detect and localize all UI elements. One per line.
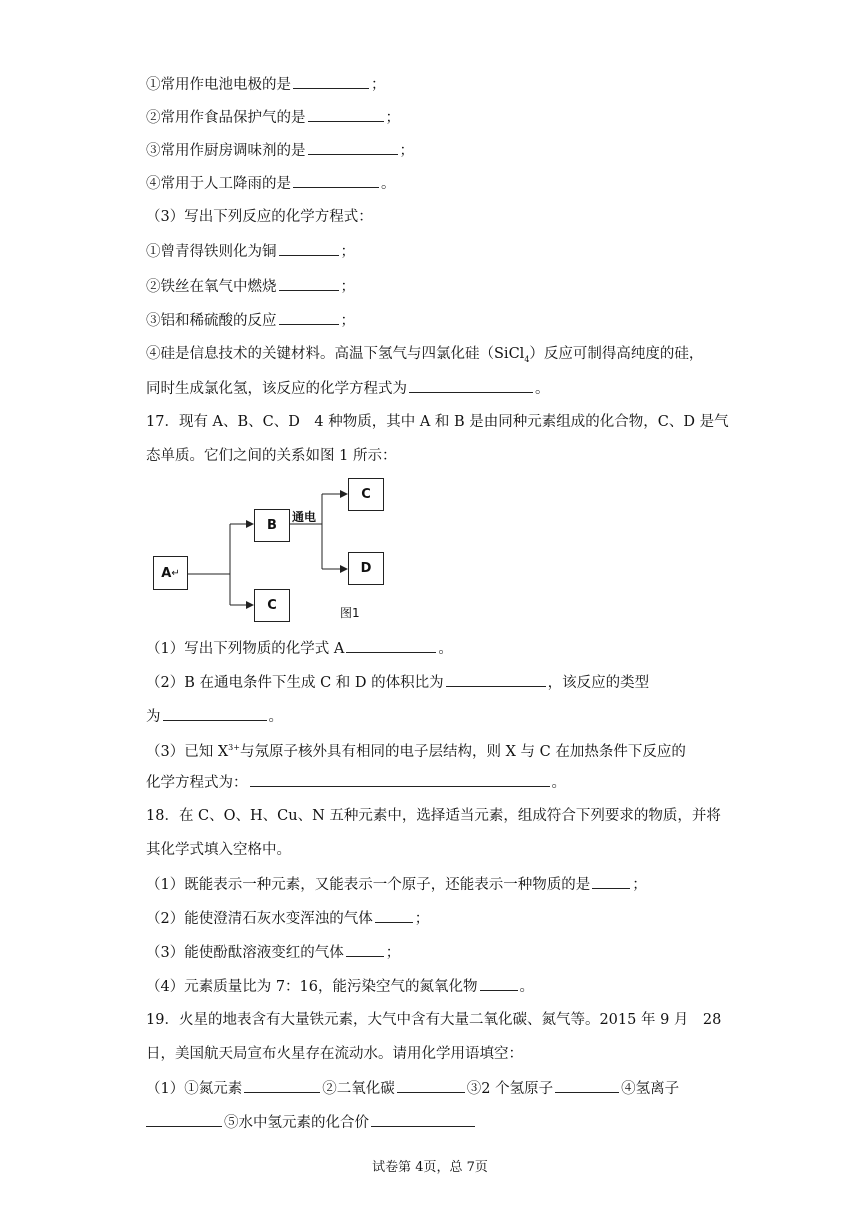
question-line: 17．现有 A、B、C、D 4 种物质，其中 A 和 B 是由同种元素组成的化合物，C、D 是气 <box>146 414 729 430</box>
question-line: （2）B 在通电条件下生成 C 和 D 的体积比为 ，该反应的类型 <box>146 672 649 693</box>
question-line: （3）写出下列反应的化学方程式： <box>146 209 373 225</box>
question-line: ①曾青得铁则化为铜 ； <box>146 241 355 262</box>
box-b: B <box>254 509 290 542</box>
question-line: ④常用于人工降雨的是 。 <box>146 173 396 194</box>
box-d: D <box>348 552 384 585</box>
question-line: ③铝和稀硫酸的反应 ； <box>146 310 355 331</box>
question-line: 同时生成氯化氢，该反应的化学方程式为 。 <box>146 378 550 399</box>
question-line: ③常用作厨房调味剂的是 ； <box>146 140 414 161</box>
question-line: 化学方程式为： 。 <box>146 772 566 793</box>
question-line: ②铁丝在氧气中燃烧 ； <box>146 276 355 297</box>
question-line: ⑤水中氢元素的化合价 <box>146 1112 477 1133</box>
figure-1-diagram <box>150 470 410 630</box>
page-footer: 试卷第 4页，总 7页 <box>372 1160 488 1175</box>
question-line: （1）写出下列物质的化学式 A 。 <box>146 638 453 659</box>
question-line: （1）既能表示一种元素，又能表示一个原子，还能表示一种物质的是 ； <box>146 874 647 895</box>
question-line: 为 。 <box>146 706 283 727</box>
question-line: （3）已知 $X^{3+}$与氖原子核外具有相同的电子层结构，则 X 与 C 在加热条件下反应的 <box>146 743 686 760</box>
figure-caption: 图1 <box>340 606 360 620</box>
box-c-bottom: C <box>254 589 290 622</box>
question-line: 其化学式填入空格中。 <box>146 842 291 858</box>
box-c-top: C <box>348 478 384 511</box>
question-line: （3）能使酚酞溶液变红的气体 ； <box>146 942 400 963</box>
question-line: 态单质。它们之间的关系如图 1 所示： <box>146 448 397 464</box>
question-line: ②常用作食品保护气的是 ； <box>146 107 400 128</box>
question-line: 18．在 C、O、H、Cu、N 五种元素中，选择适当元素，组成符合下列要求的物质，并将 <box>146 808 721 824</box>
question-line: 19．火星的地表含有大量铁元素，大气中含有大量二氧化碳、氮气等。2015 年 9 月 28 <box>146 1012 722 1028</box>
question-line: 日，美国航天局宣布火星存在流动水。请用化学用语填空： <box>146 1046 523 1062</box>
box-a: A ↵ <box>153 556 188 590</box>
question-line: （4）元素质量比为 7：16，能污染空气的氮氧化物 。 <box>146 976 534 997</box>
electrolysis-label: 通电 <box>292 510 317 524</box>
question-line: （1）①氮元素 ②二氧化碳 ③2 个氢原子 ④氢离子 <box>146 1078 679 1099</box>
question-line: ①常用作电池电极的是 ； <box>146 74 386 95</box>
question-line: ④硅是信息技术的关键材料。高温下氢气与四氯化硅（SiCl$_4$）反应可制得高纯度的硅， <box>146 346 704 364</box>
question-line: （2）能使澄清石灰水变浑浊的气体 ； <box>146 908 429 929</box>
